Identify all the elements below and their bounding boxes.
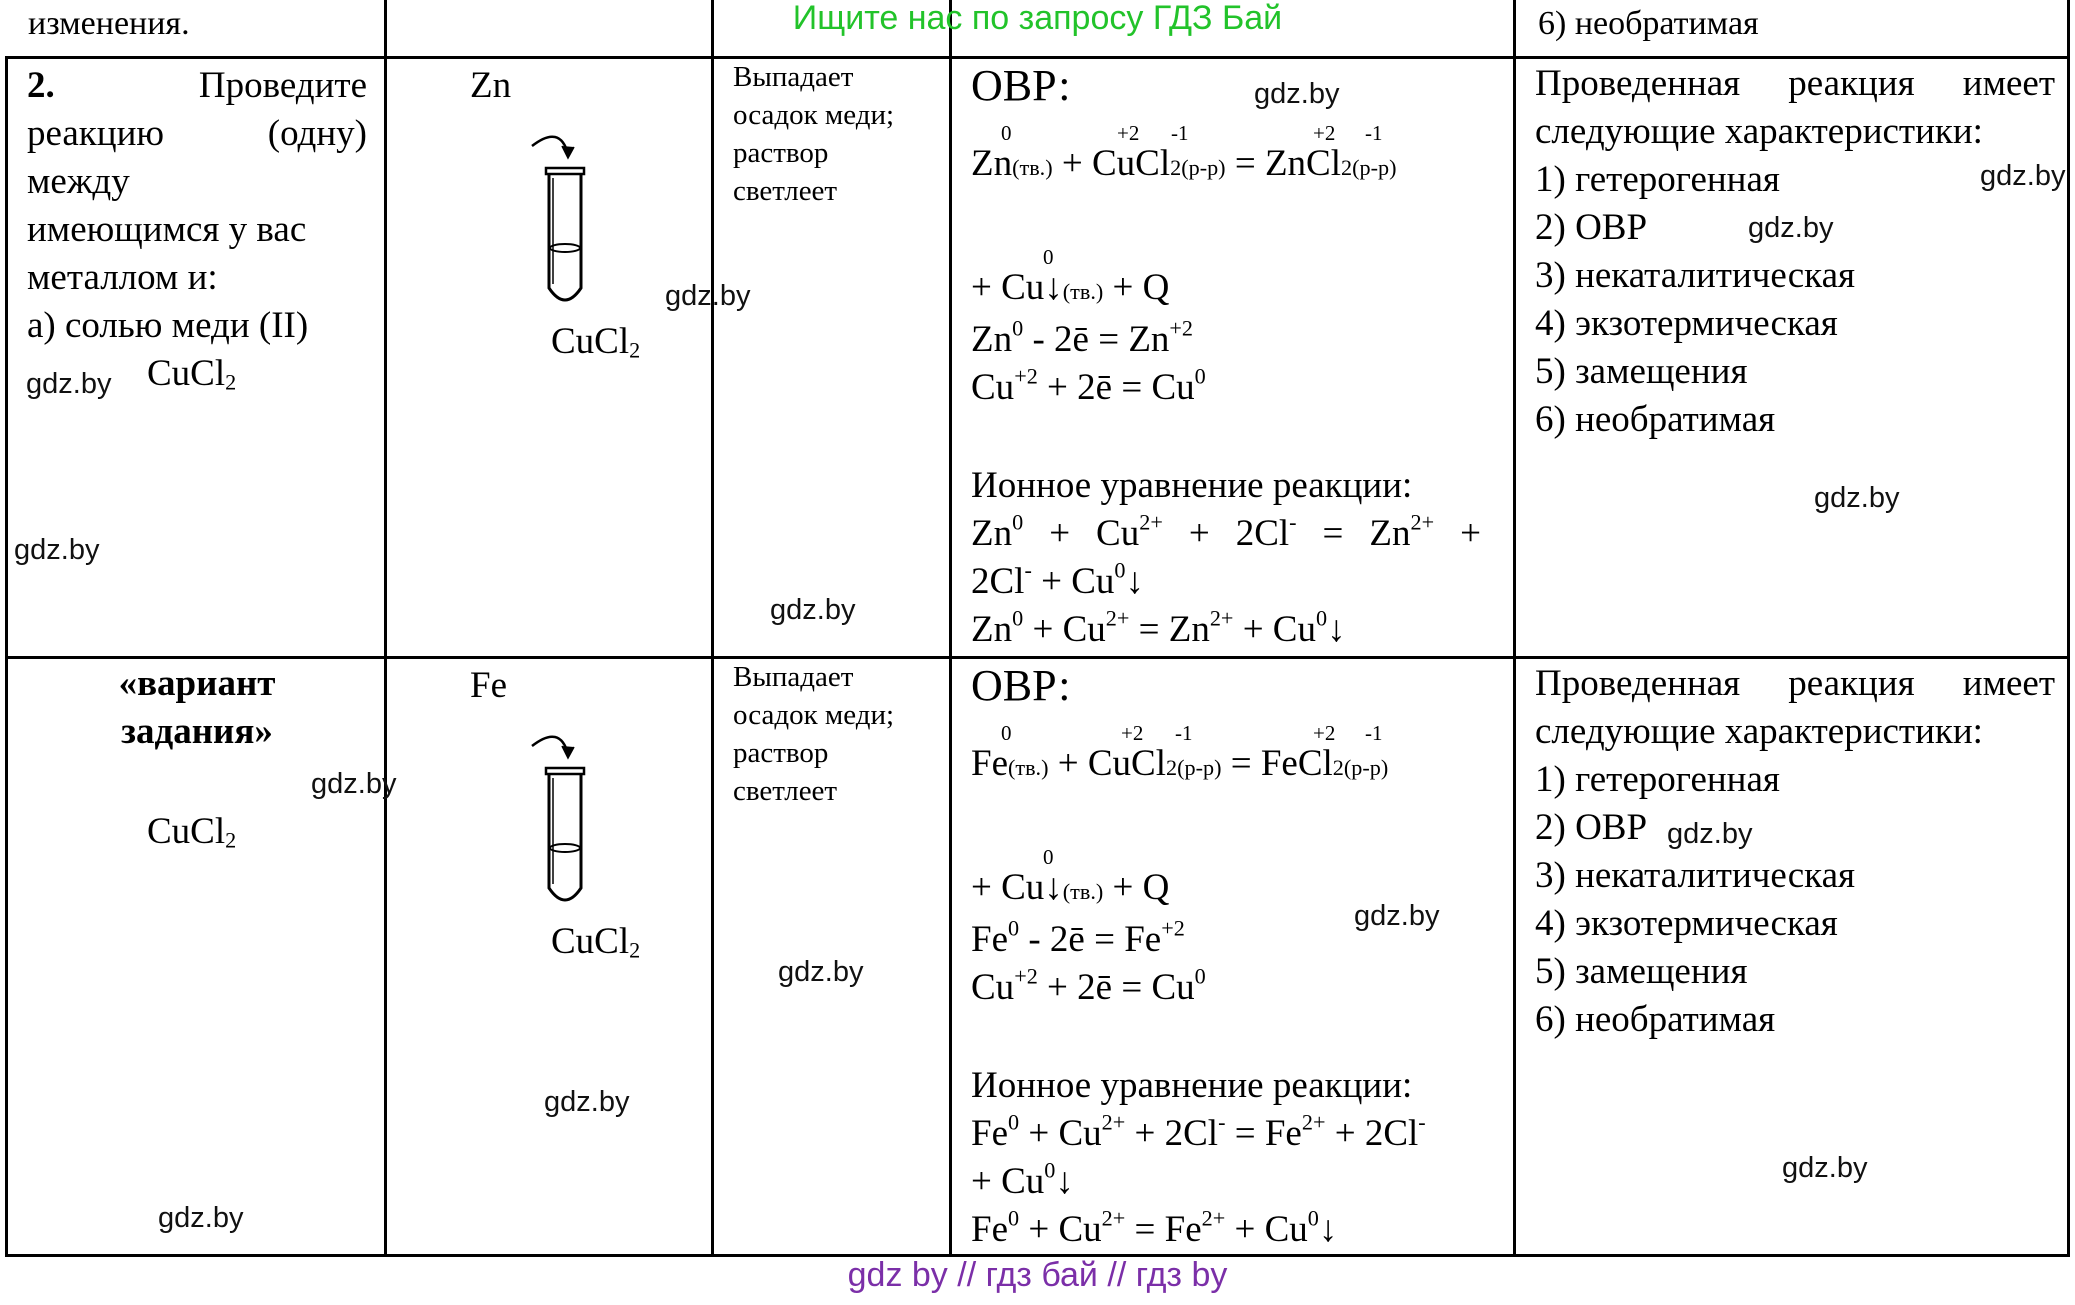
cut-text-left: изменения. <box>28 5 190 42</box>
row-divider-top <box>5 56 2070 59</box>
task-line: имеющимся у вас <box>27 209 307 250</box>
observation-1: Выпадает осадок меди; раствор светлеет <box>733 61 895 207</box>
ovr-label: ОВР: <box>971 61 1071 110</box>
ox-state: +2 <box>1313 121 1336 145</box>
watermark: gdz.by <box>1667 818 1753 850</box>
ionic-full-cont: + $Cu^0↓$ <box>971 1157 1074 1202</box>
ovr-label: ОВР: <box>971 661 1071 710</box>
task-line: металлом и: <box>27 257 218 298</box>
characteristics-1 <box>1535 60 2055 444</box>
ox-state: +2 <box>1313 721 1336 745</box>
watermark: gdz.by <box>1254 78 1340 110</box>
char-item: 1) гетерогенная <box>1535 759 1780 800</box>
ox-state: -1 <box>1365 121 1383 145</box>
test-tube-icon <box>520 706 610 916</box>
molecular-equation: Zn(тв.) + CuCl2(р-р) = ZnCl2(р-р) <box>971 143 1397 184</box>
char-item: 4) экзотермическая <box>1535 903 1838 944</box>
ox-state: -1 <box>1175 721 1193 745</box>
watermark: gdz.by <box>26 368 112 400</box>
char-item: 2) ОВР <box>1535 207 1648 248</box>
ox-state: +2 <box>1117 121 1140 145</box>
test-tube-icon <box>520 106 610 316</box>
ox-state: -1 <box>1365 721 1383 745</box>
watermark: gdz.by <box>1748 212 1834 244</box>
char-item: 3) некаталитическая <box>1535 255 1856 296</box>
half-reaction-ox: Fe$^0$ - 2ē = $Fe^{+2}$ <box>971 915 1185 960</box>
ionic-full-cont: $2Cl^- + Cu^0↓$ <box>971 557 1144 602</box>
ionic-equation-2 <box>971 1062 1426 1254</box>
char-item: 1) гетерогенная <box>1535 159 1780 200</box>
molecular-equation-cont: + Cu↓(тв.) + Q Zn$^0$ - 2ē = $Zn^{+2}$ $Cu^{+2}$ + 2ē = $Cu^0$ <box>971 264 1206 412</box>
watermark: gdz.by <box>311 768 397 800</box>
char-item: 3) некаталитическая <box>1535 855 1856 896</box>
watermark: gdz.by <box>665 280 751 312</box>
col-divider-0 <box>5 56 8 1256</box>
ox-state: -1 <box>1171 121 1189 145</box>
task-line: Проведите <box>198 65 367 106</box>
footer-links[interactable]: gdz by // гдз бай // гдз by <box>847 1256 1228 1294</box>
observation-2: Выпадает осадок меди; раствор светлеет <box>733 661 895 807</box>
watermark: gdz.by <box>1782 1152 1868 1184</box>
col-divider-3 <box>949 0 952 1256</box>
watermark: gdz.by <box>778 956 864 988</box>
task-line: (одну) <box>267 113 367 154</box>
ionic-short: $Zn^0 + Cu^{2+} = Zn^{2+}$ + $Cu^0↓$ <box>971 605 1346 650</box>
watermark: gdz.by <box>770 594 856 626</box>
char-item: 2) ОВР <box>1535 807 1648 848</box>
col-divider-5 <box>2067 0 2070 1256</box>
char-intro: Проведенная реакция имеет следующие характеристики: <box>1535 663 2055 752</box>
task-line: а) солью меди (II) <box>27 305 309 346</box>
watermark: gdz.by <box>158 1202 244 1234</box>
ionic-equation <box>971 462 1481 654</box>
char-item: 6) необратимая <box>1535 399 1776 440</box>
ionic-title: Ионное уравнение реакции: <box>971 465 1413 506</box>
row-divider-middle <box>5 656 2070 659</box>
watermark: gdz.by <box>1814 482 1900 514</box>
char-item: 6) необратимая <box>1535 999 1776 1040</box>
half-reaction-red: $Cu^{+2}$ + 2ē = $Cu^0$ <box>971 963 1206 1008</box>
task-line: реакцию <box>27 113 165 154</box>
ox-state: 0 <box>1043 245 1054 269</box>
watermark: gdz.by <box>1354 900 1440 932</box>
equation-cell-1 <box>971 60 1511 112</box>
task-cell-2 <box>27 660 367 756</box>
equation-cell-2 <box>971 660 1070 712</box>
task-line: между <box>27 161 130 202</box>
ox-state: 0 <box>1043 845 1054 869</box>
ionic-short: $Fe^0 + Cu^{2+} = Fe^{2+}$ + $Cu^0↓$ <box>971 1205 1338 1250</box>
ionic-title: Ионное уравнение реакции: <box>971 1065 1413 1106</box>
characteristics-2 <box>1535 660 2055 1044</box>
ionic-full: Zn$^0$ + $Cu^{2+}$ + 2Cl- = $Zn^{2+}$ + <box>971 509 1481 554</box>
col-divider-1 <box>384 0 387 1256</box>
molecular-equation-cont-2: + Cu↓(тв.) + Q Fe$^0$ - 2ē = $Fe^{+2}$ $Cu^{+2}$ + 2ē = $Cu^0$ <box>971 864 1206 1012</box>
site-banner[interactable]: Ищите нас по запросу ГДЗ Бай <box>792 0 1283 37</box>
watermark: gdz.by <box>544 1086 630 1118</box>
molecular-equation-2: Fe(тв.) + CuCl2(р-р) = FeCl2(р-р) <box>971 743 1389 784</box>
ox-state: 0 <box>1001 721 1012 745</box>
ionic-full: $Fe^0 + Cu^{2+} + 2Cl^- = Fe^{2+} + 2Cl^-$ <box>971 1109 1426 1154</box>
ox-state: +2 <box>1121 721 1144 745</box>
watermark: gdz.by <box>14 534 100 566</box>
tube-salt-label-2: CuCl$_2$ <box>551 921 641 963</box>
half-reaction-ox: Zn$^0$ - 2ē = $Zn^{+2}$ <box>971 315 1194 360</box>
half-reaction-red: $Cu^{+2}$ + 2ē = $Cu^0$ <box>971 363 1206 408</box>
char-item: 5) замещения <box>1535 351 1748 392</box>
metal-label: Zn <box>470 65 512 106</box>
watermark: gdz.by <box>1980 160 2066 192</box>
char-item: 4) экзотермическая <box>1535 303 1838 344</box>
col-divider-4 <box>1513 0 1516 1256</box>
char-intro: Проведенная реакция имеет следующие характеристики: <box>1535 63 2055 152</box>
col-divider-2 <box>711 0 714 1256</box>
task-salt: CuCl$_2$ <box>147 353 237 395</box>
cut-text-right: 6) необратимая <box>1538 5 1759 42</box>
ox-state: 0 <box>1001 121 1012 145</box>
task-cell-1 <box>27 62 367 406</box>
variant-label: «вариант задания» <box>118 663 276 752</box>
task-salt-2: CuCl$_2$ <box>147 811 237 853</box>
char-item: 5) замещения <box>1535 951 1748 992</box>
metal-label-2: Fe <box>470 665 507 706</box>
tube-salt-label: CuCl$_2$ <box>551 321 641 363</box>
task-number: 2. <box>27 65 55 106</box>
